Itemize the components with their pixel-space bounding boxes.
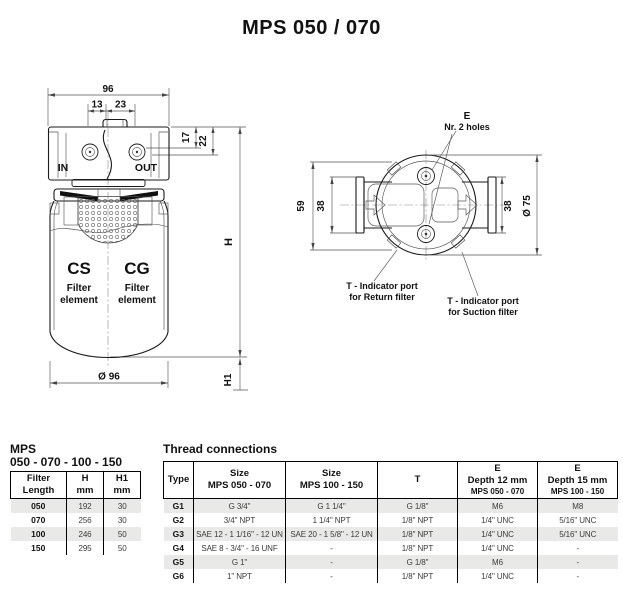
size-cell-h: 192: [67, 499, 104, 514]
suction-label-line1: T - Indicator port: [447, 296, 519, 306]
filter-head: [49, 120, 170, 187]
in-port-label: IN: [57, 162, 69, 174]
size-cell-h: 295: [67, 541, 104, 555]
dim-22-label: 22: [198, 135, 209, 147]
mount-hole-bottom: [418, 226, 435, 243]
size-table-title-line2: 050 - 070 - 100 - 150: [10, 455, 123, 469]
thread-header-size-large: Size MPS 100 - 150: [286, 462, 378, 499]
cs-filter-word: Filter: [66, 283, 92, 294]
return-label-line1: T - Indicator port: [346, 281, 418, 291]
thread-cell-type: G3: [172, 529, 184, 539]
dim-h1-label: H1: [223, 373, 234, 387]
dim-17-label: 17: [181, 131, 192, 144]
size-row-150: [11, 541, 141, 555]
size-row-050: [11, 499, 141, 514]
thread-header-type: Type: [164, 462, 194, 499]
thread-cell-size-large: SAE 20 - 1 5/8" - 12 UN: [286, 527, 378, 541]
cg-label: CG: [124, 259, 150, 278]
thread-cell-e12: 1/4" UNC: [458, 513, 538, 527]
thread-cell-e15: -: [538, 569, 618, 583]
thread-cell-size-small: G 1": [194, 555, 286, 569]
thread-cell-t: 1/8" NPT: [378, 569, 458, 583]
thread-cell-t: G 1/8": [378, 499, 458, 514]
thread-cell-t: 1/8" NPT: [378, 541, 458, 555]
thread-cell-e15: 5/16" UNC: [538, 513, 618, 527]
thread-cell-t: 1/8" NPT: [378, 527, 458, 541]
thread-row-g3: [164, 527, 618, 541]
size-row-070: [11, 513, 141, 527]
thread-header-e15: E Depth 15 mm MPS 100 - 150: [538, 462, 618, 499]
thread-table-title: Thread connections: [163, 442, 278, 456]
thread-cell-e12: 1/4" UNC: [458, 527, 538, 541]
thread-cell-size-large: -: [286, 541, 378, 555]
thread-cell-e12: 1/4" UNC: [458, 569, 538, 583]
size-cell-h1: 50: [104, 541, 141, 555]
size-cell-h1: 30: [104, 499, 141, 514]
dim-38-left: [316, 177, 356, 233]
size-row-100: [11, 527, 141, 541]
top-view: [296, 111, 542, 317]
filter-element: [60, 197, 156, 307]
thread-header-t: T: [378, 462, 458, 499]
thread-cell-size-small: G 3/4": [194, 499, 286, 514]
size-cell-h: 256: [67, 513, 104, 527]
dim-17-22: [146, 127, 246, 155]
size-cell-length: 050: [31, 501, 46, 511]
dim-59: [296, 162, 392, 250]
thread-cell-size-large: -: [286, 569, 378, 583]
thread-cell-size-large: 1 1/4" NPT: [286, 513, 378, 527]
thread-header-row: [164, 462, 618, 499]
dim-h1: [223, 358, 248, 390]
thread-cell-size-large: -: [286, 555, 378, 569]
size-cell-length: 100: [31, 529, 46, 539]
dim-dia75-label: Ø 75: [522, 195, 533, 217]
size-header-row: [11, 472, 141, 499]
technical-drawing: [0, 55, 623, 445]
thread-row-g5: [164, 555, 618, 569]
front-view: [48, 84, 248, 390]
size-header-filter-length: Filter Length: [11, 472, 67, 499]
size-cell-h: 246: [67, 527, 104, 541]
return-label-line2: for Return filter: [349, 292, 415, 302]
suction-label-line2: for Suction filter: [448, 307, 518, 317]
thread-cell-size-small: SAE 12 - 1 1/16" - 12 UN: [194, 527, 286, 541]
thread-cell-e12: M6: [458, 555, 538, 569]
thread-row-g6: [164, 569, 618, 583]
dim-59-label: 59: [296, 200, 307, 212]
dim-38-left-label: 38: [316, 200, 327, 212]
thread-cell-size-small: SAE 8 - 3/4" - 16 UNF: [194, 541, 286, 555]
dim-23-label: 23: [114, 99, 127, 111]
size-cell-length: 150: [31, 543, 46, 553]
cs-element-word: element: [60, 295, 98, 306]
thread-header-e12: E Depth 12 mm MPS 050 - 070: [458, 462, 538, 499]
thread-row-g1: [164, 499, 618, 514]
size-cell-h1: 50: [104, 527, 141, 541]
dim-13-23: [88, 100, 135, 127]
thread-cell-e15: -: [538, 541, 618, 555]
thread-row-g2: [164, 513, 618, 527]
dim-13-label: 13: [91, 99, 103, 111]
size-cell-h1: 30: [104, 513, 141, 527]
thread-row-g4: [164, 541, 618, 555]
dim-38-right-label: 38: [503, 200, 514, 212]
thread-cell-e15: -: [538, 555, 618, 569]
thread-cell-e12: 1/4" UNC: [458, 541, 538, 555]
thread-cell-e12: M6: [458, 499, 538, 514]
out-port-label: OUT: [134, 162, 158, 174]
cg-element-word: element: [118, 295, 156, 306]
thread-connections-table: [163, 443, 621, 583]
thread-cell-size-small: 1" NPT: [194, 569, 286, 583]
dim-38-right: [496, 177, 514, 233]
suction-indicator-callout: [447, 252, 519, 317]
dim-dia96-label: Ø 96: [98, 371, 120, 383]
size-table-title-line1: MPS: [10, 442, 37, 456]
size-table: [10, 443, 160, 555]
cg-filter-word: Filter: [124, 283, 150, 294]
thread-header-size-small: Size MPS 050 - 070: [194, 462, 286, 499]
dim-96-label: 96: [102, 84, 114, 95]
thread-cell-size-large: G 1 1/4": [286, 499, 378, 514]
return-indicator-callout: [346, 250, 418, 302]
dim-h: [110, 127, 247, 357]
dim-dia96: [50, 361, 168, 388]
dim-h-label: H: [223, 238, 235, 246]
thread-cell-size-small: 3/4" NPT: [194, 513, 286, 527]
thread-cell-e15: 5/16" UNC: [538, 527, 618, 541]
size-cell-length: 070: [31, 515, 46, 525]
thread-cell-type: G1: [172, 501, 184, 511]
thread-cell-type: G2: [172, 515, 184, 525]
thread-cell-e15: M8: [538, 499, 618, 514]
thread-cell-type: G5: [172, 557, 184, 567]
size-header-h1: H1 mm: [104, 472, 141, 499]
thread-cell-t: 1/8" NPT: [378, 513, 458, 527]
size-header-h: H mm: [67, 472, 104, 499]
cs-label: CS: [67, 259, 91, 278]
thread-cell-type: G6: [172, 571, 184, 581]
page-title: MPS 050 / 070: [242, 17, 381, 39]
thread-cell-t: G 1/8": [378, 555, 458, 569]
hole-label-count: Nr. 2 holes: [444, 122, 490, 132]
thread-cell-type: G4: [172, 543, 184, 553]
hole-label-e: E: [463, 111, 471, 122]
